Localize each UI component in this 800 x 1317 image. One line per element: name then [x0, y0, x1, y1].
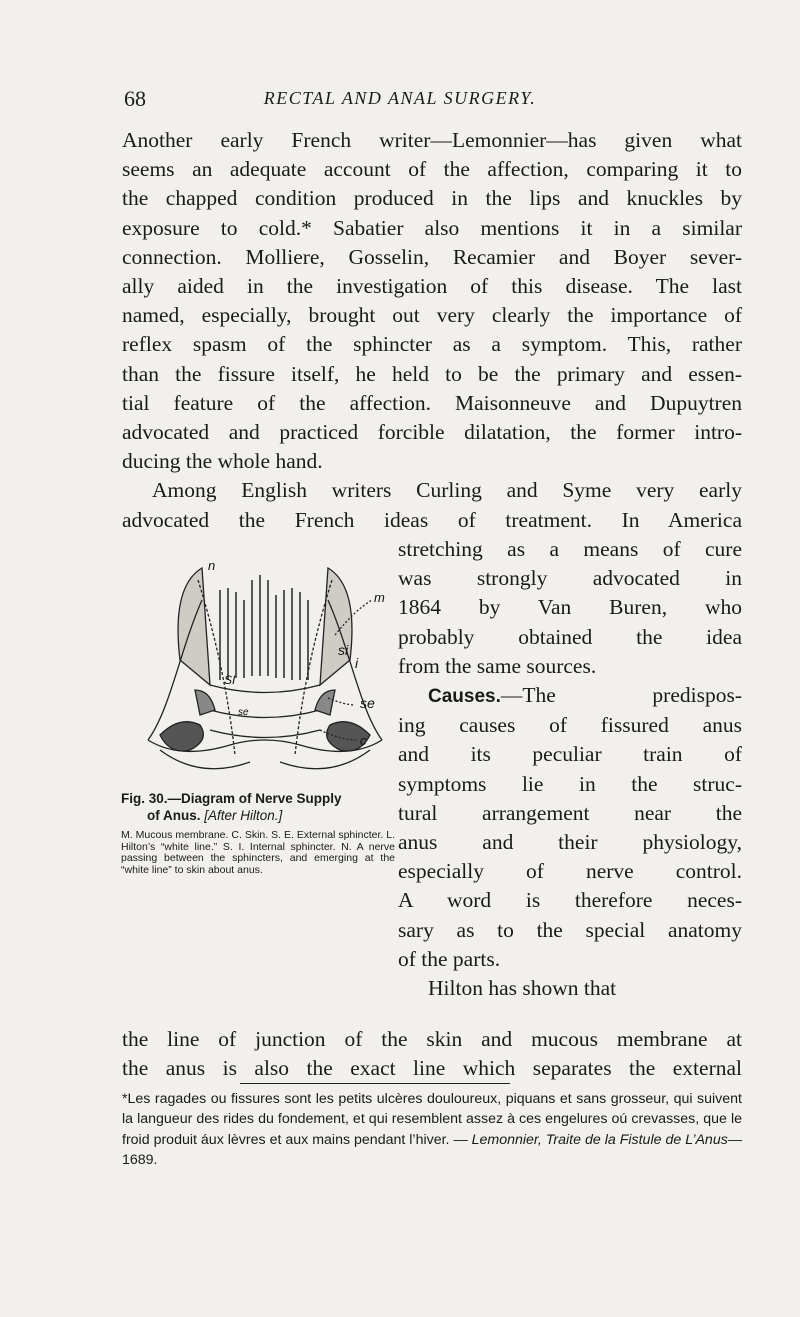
running-head: RECTAL AND ANAL SURGERY.: [263, 88, 537, 108]
text-line: named, especially, brought out very clearly the importance of: [122, 303, 742, 328]
text-line: from the same sources.: [398, 653, 597, 678]
text-line: was strongly advocated in: [398, 566, 742, 591]
text-line: anus and their physiology,: [398, 830, 742, 855]
text-line: Another early French writer—Lemonnier—has given what: [122, 128, 742, 152]
text-line: sary as to the special anatomy: [398, 917, 742, 942]
footnote: [122, 1089, 742, 1170]
label-se-left: se: [238, 707, 249, 718]
footnote-rule: [240, 1083, 510, 1084]
text-line: especially of nerve control.: [398, 859, 742, 884]
text-line: tial feature of the affection. Maisonneuve and Dupuytren: [122, 390, 742, 415]
right-rectal-wall: [320, 568, 352, 685]
text-line: exposure to cold.* Sabatier also mentions it in a similar: [122, 215, 742, 240]
label-si-left: SI: [224, 673, 236, 687]
text-line: connection. Molliere, Gosselin, Recamier and Boyer sever-: [122, 244, 742, 269]
paragraph-3-continued: [122, 1025, 742, 1083]
label-c: c: [360, 733, 367, 748]
text-line: than the fissure itself, he held to be the primary and essen-: [122, 361, 742, 386]
caption-legend: M. Mucous membrane. C. Skin. S. E. External sphincter. L. Hilton’s “white line.” S. I. Internal sphincter. N. A nerve passing between the sphincters, and emerging at the “white line” to skin about anus.: [121, 829, 395, 876]
page-number: 68: [124, 86, 146, 111]
text-fragment: —The predispos-: [500, 683, 742, 708]
label-n: n: [208, 558, 216, 573]
caption-title-line-1: Fig. 30.—Diagram of Nerve Supply: [121, 791, 342, 806]
figure-caption: [121, 790, 395, 876]
text-line: the line of junction of the skin and mucous membrane at: [122, 1027, 742, 1051]
text-line: probably obtained the idea: [398, 624, 742, 649]
text-line: the chapped condition produced in the lips and knuckles by: [122, 186, 742, 211]
paragraph-2-wrap: [398, 535, 742, 1003]
text-line: of the parts.: [398, 946, 501, 971]
anal-nerve-diagram: [140, 540, 390, 786]
paragraph-1: [122, 126, 742, 535]
caption-title-line-2: of Anus.: [147, 808, 201, 823]
text-line: A word is therefore neces-: [398, 888, 742, 913]
caption-title: [121, 790, 395, 824]
text-line: stretching as a means of cure: [398, 537, 742, 561]
text-line: ally aided in the investigation of this disease. The last: [122, 274, 742, 299]
caption-source: [After Hilton.]: [204, 808, 283, 823]
text-line: ing causes of fissured anus: [398, 713, 742, 738]
text-line: and its peculiar train of: [398, 742, 742, 767]
label-m: m: [374, 590, 385, 605]
text-line: 1864 by Van Buren, who: [398, 595, 742, 620]
causes-heading: Causes.: [428, 686, 501, 708]
text-line: ducing the whole hand.: [122, 449, 323, 474]
text-line: tural arrangement near the: [398, 800, 742, 825]
left-rectal-wall: [178, 568, 210, 685]
label-se-right: se: [360, 695, 375, 711]
causes-first-line: [398, 681, 742, 711]
footnote-year: —1689.: [122, 1131, 742, 1168]
footnote-text: *Les ragades ou fissures sont les petits ulcères douloureux, piquans et sans grosseur, qui suivent la langueur des rides du fondement, et qui resemblent assez à ces engelures oú crevasses, que le froid produit áux lèvres et aux mains pendant l’hiver. —: [122, 1091, 742, 1148]
footnote-citation: Lemonnier, Traite de la Fistule de L’Anus: [471, 1131, 728, 1148]
text-line: Among English writers Curling and Syme very early: [152, 478, 742, 503]
label-i: i: [355, 655, 359, 671]
text-line: seems an adequate account of the affection, comparing it to: [122, 157, 742, 182]
text-line: reflex spasm of the sphincter as a symptom. This, rather: [122, 332, 742, 357]
text-line: advocated and practiced forcible dilatation, the former intro-: [122, 420, 742, 445]
text-line: advocated the French ideas of treatment. In America: [122, 507, 742, 532]
text-line: symptoms lie in the struc-: [398, 771, 742, 796]
label-si-right: si: [338, 642, 349, 658]
text-line: the anus is also the exact line which separates the external: [122, 1056, 742, 1081]
text-line: Hilton has shown that: [428, 976, 617, 1001]
